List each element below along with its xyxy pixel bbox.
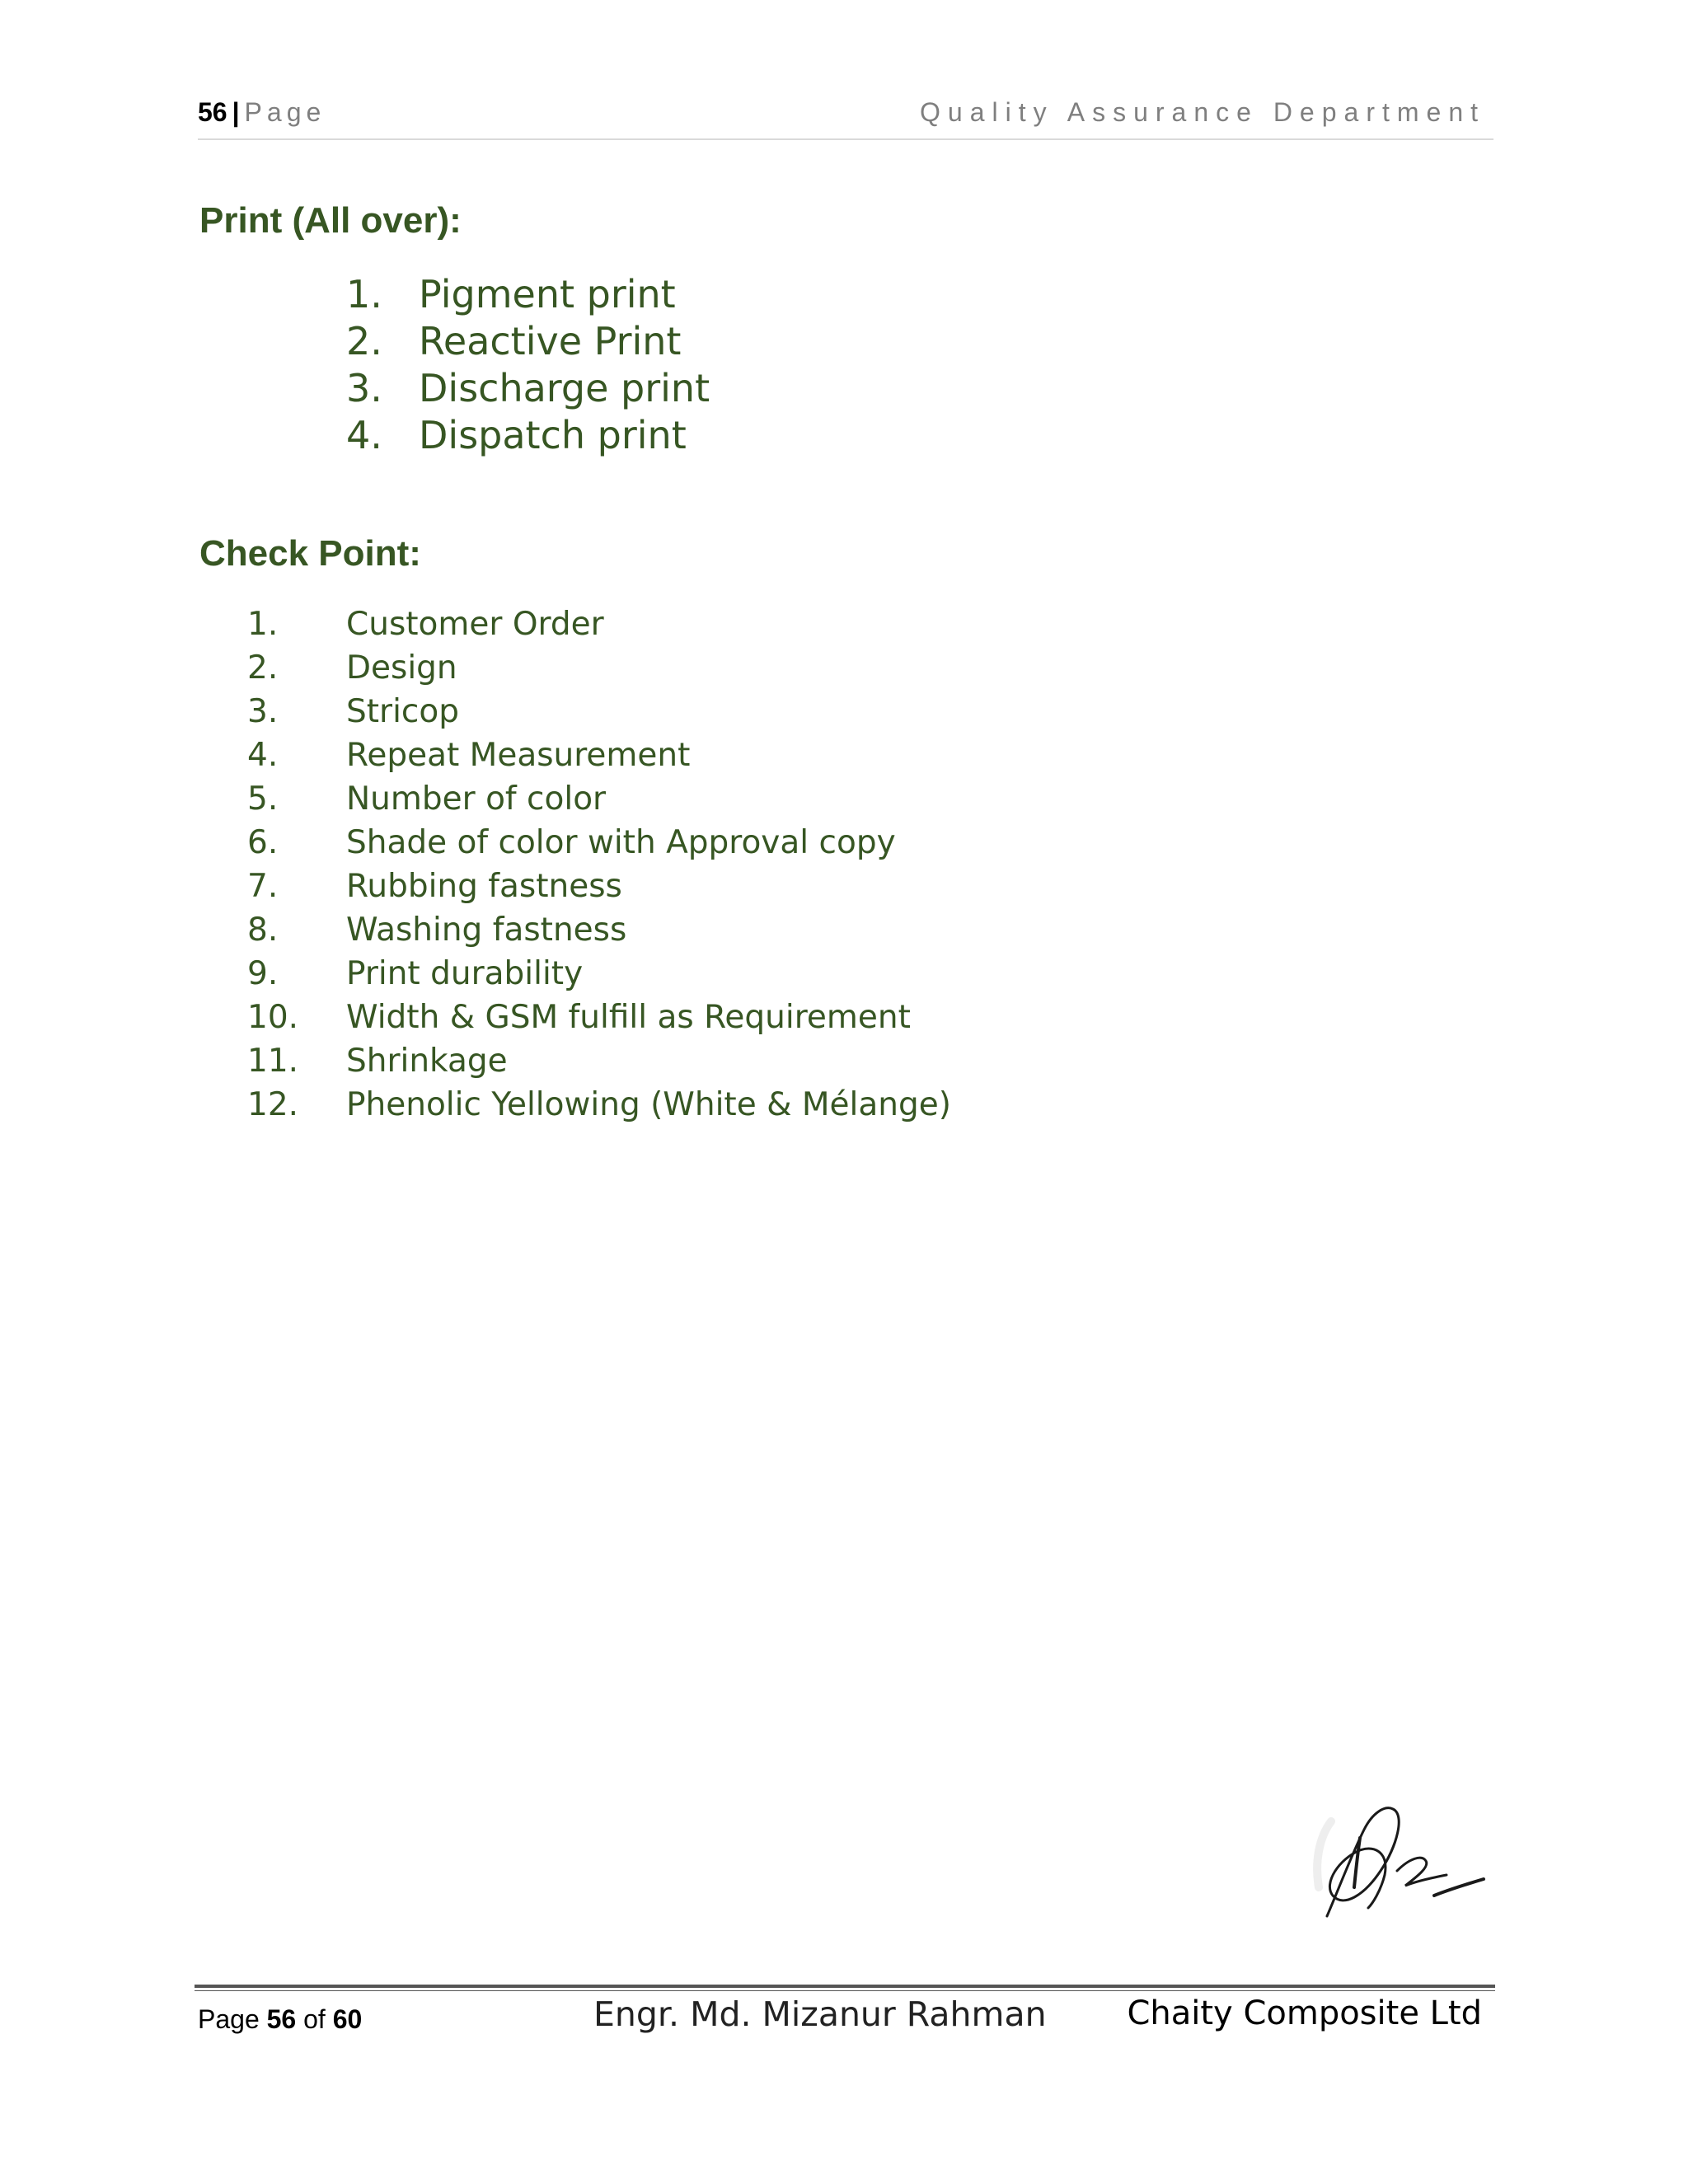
list-label: Discharge print	[419, 366, 710, 410]
list-number: 2.	[247, 649, 279, 687]
list-number: 9.	[247, 955, 279, 992]
header-separator: |	[232, 97, 240, 127]
list-label: Customer Order	[346, 606, 604, 643]
list-label: Washing fastness	[346, 912, 627, 949]
list-item	[247, 912, 951, 955]
header-department: Quality Assurance Department	[920, 97, 1485, 127]
print-section-heading: Print (All over):	[199, 200, 462, 241]
list-number: 11.	[247, 1043, 299, 1080]
footer-divider-thin	[195, 1990, 1495, 1991]
list-label: Repeat Measurement	[346, 737, 691, 774]
list-label: Reactive Print	[419, 319, 682, 363]
list-number: 7.	[247, 868, 279, 905]
list-number: 1.	[247, 606, 279, 643]
footer-company: Chaity Composite Ltd	[1127, 1994, 1482, 2032]
header-page-word: Page	[244, 97, 326, 127]
list-label: Number of color	[346, 780, 607, 818]
list-label: Shrinkage	[346, 1043, 508, 1080]
list-item	[247, 1086, 951, 1130]
list-item	[247, 824, 951, 868]
list-item	[346, 413, 710, 460]
list-number: 4.	[247, 737, 279, 774]
header-page-number: 56	[198, 97, 227, 127]
list-label: Design	[346, 649, 457, 687]
list-label: Width & GSM fulfill as Requirement	[346, 999, 911, 1036]
list-item	[346, 319, 710, 366]
list-label: Stricop	[346, 693, 459, 730]
list-number: 8.	[247, 912, 279, 949]
list-label: Rubbing fastness	[346, 868, 622, 905]
list-number: 10.	[247, 999, 299, 1036]
list-item	[247, 737, 951, 780]
print-type-list	[346, 272, 710, 460]
footer-of-word: of	[303, 2004, 326, 2034]
page-header	[198, 97, 1493, 140]
footer-divider-thick	[195, 1985, 1495, 1988]
list-item	[247, 999, 951, 1043]
list-item	[247, 1043, 951, 1086]
footer-page-count	[198, 2004, 362, 2035]
list-number: 3.	[346, 366, 382, 410]
list-number: 12.	[247, 1086, 299, 1123]
list-item	[247, 955, 951, 999]
check-point-heading: Check Point:	[199, 533, 421, 574]
list-label: Pigment print	[419, 272, 676, 316]
footer-page-prefix: Page	[198, 2004, 260, 2034]
header-page-label	[198, 97, 326, 128]
list-item	[346, 366, 710, 413]
list-item	[247, 649, 951, 693]
check-point-list	[247, 606, 951, 1130]
footer-author: Engr. Md. Mizanur Rahman	[593, 1994, 1047, 2034]
list-number: 3.	[247, 693, 279, 730]
list-item	[247, 693, 951, 737]
footer-current-page: 56	[266, 2004, 297, 2034]
list-number: 4.	[346, 413, 382, 457]
list-label: Dispatch print	[419, 413, 687, 457]
list-label: Shade of color with Approval copy	[346, 824, 896, 861]
list-number: 5.	[247, 780, 279, 818]
list-label: Phenolic Yellowing (White & Mélange)	[346, 1086, 951, 1123]
list-number: 1.	[346, 272, 382, 316]
list-label: Print durability	[346, 955, 584, 992]
list-item	[346, 272, 710, 319]
list-item	[247, 780, 951, 824]
list-item	[247, 606, 951, 649]
list-number: 6.	[247, 824, 279, 861]
list-item	[247, 868, 951, 912]
footer-total-pages: 60	[332, 2004, 363, 2034]
handwritten-signature	[1282, 1772, 1496, 1961]
list-number: 2.	[346, 319, 382, 363]
